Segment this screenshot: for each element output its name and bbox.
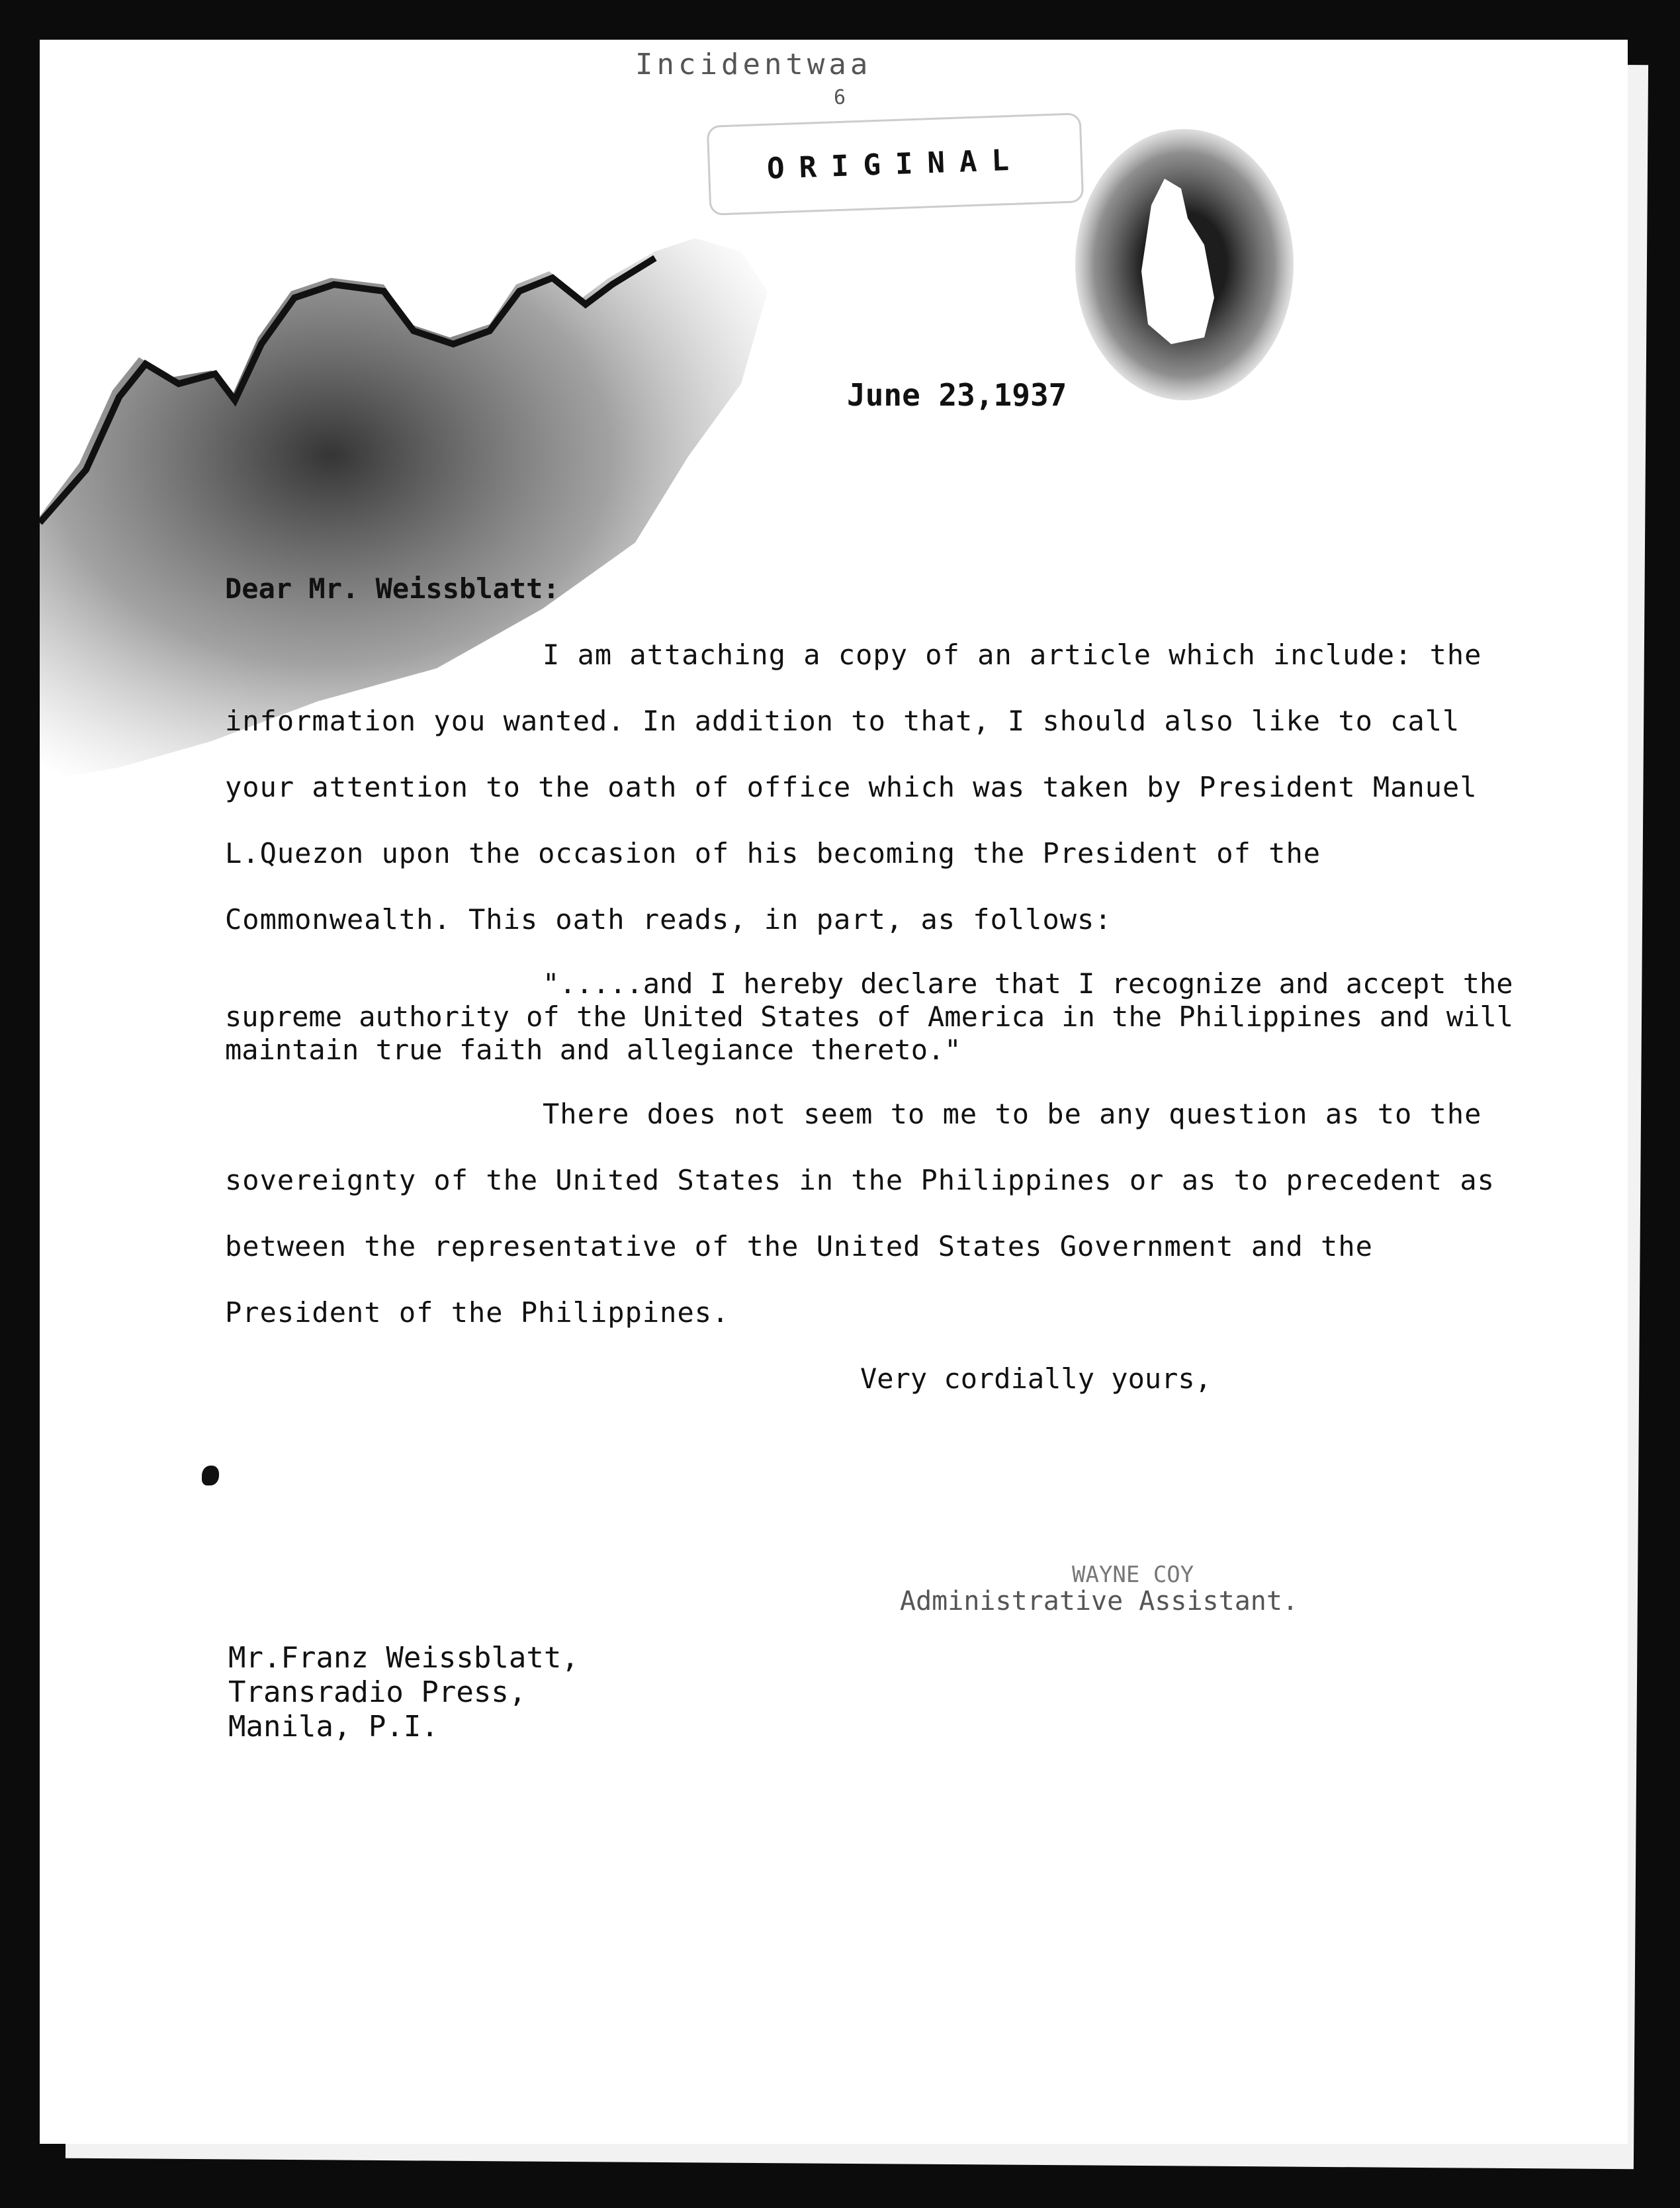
paragraph-2: There does not seem to me to be any question as to the sovereignty of the United States in the Philippines or as to precedent as between the representative of the United States Government and the President of the Philippines. (225, 1098, 1495, 1329)
original-stamp-label: ORIGINAL (766, 142, 1024, 186)
burn-mark (1072, 126, 1297, 404)
letter-date: June 23,1937 (847, 377, 1067, 413)
recipient-company: Transradio Press, (228, 1675, 527, 1709)
paragraph-1: I am attaching a copy of an article which include: the information you wanted. In addition to that, I should also like to call your attention to the oath of office which was taken by President Manuel L.Quezon upon the occasion of his becoming the President of the Commonwealth. This oath reads, in part, as follows: (225, 639, 1482, 936)
oath-quote: ".....and I hereby declare that I recognize and accept the supreme authority of the United States of America in the Philippines and will maintain true faith and allegiance thereto." (225, 967, 1514, 1066)
recipient-address (228, 1641, 579, 1744)
recipient-name: Mr.Franz Weissblatt, (228, 1641, 579, 1675)
signer-name: WAYNE COY (1072, 1562, 1194, 1588)
salutation: Dear Mr. Weissblatt: (225, 572, 560, 605)
original-stamp (707, 112, 1084, 216)
faded-heading: Incidentwaa (635, 48, 872, 81)
recipient-city: Manila, P.I. (228, 1710, 439, 1744)
ink-blot (202, 1466, 219, 1485)
signature-block (900, 1562, 1298, 1614)
letter-body (225, 556, 1515, 1412)
signer-title: Administrative Assistant. (900, 1586, 1299, 1616)
faded-mark: 6 (834, 86, 846, 109)
closing: Very cordially yours, (860, 1362, 1212, 1395)
letter-page (40, 40, 1628, 2144)
